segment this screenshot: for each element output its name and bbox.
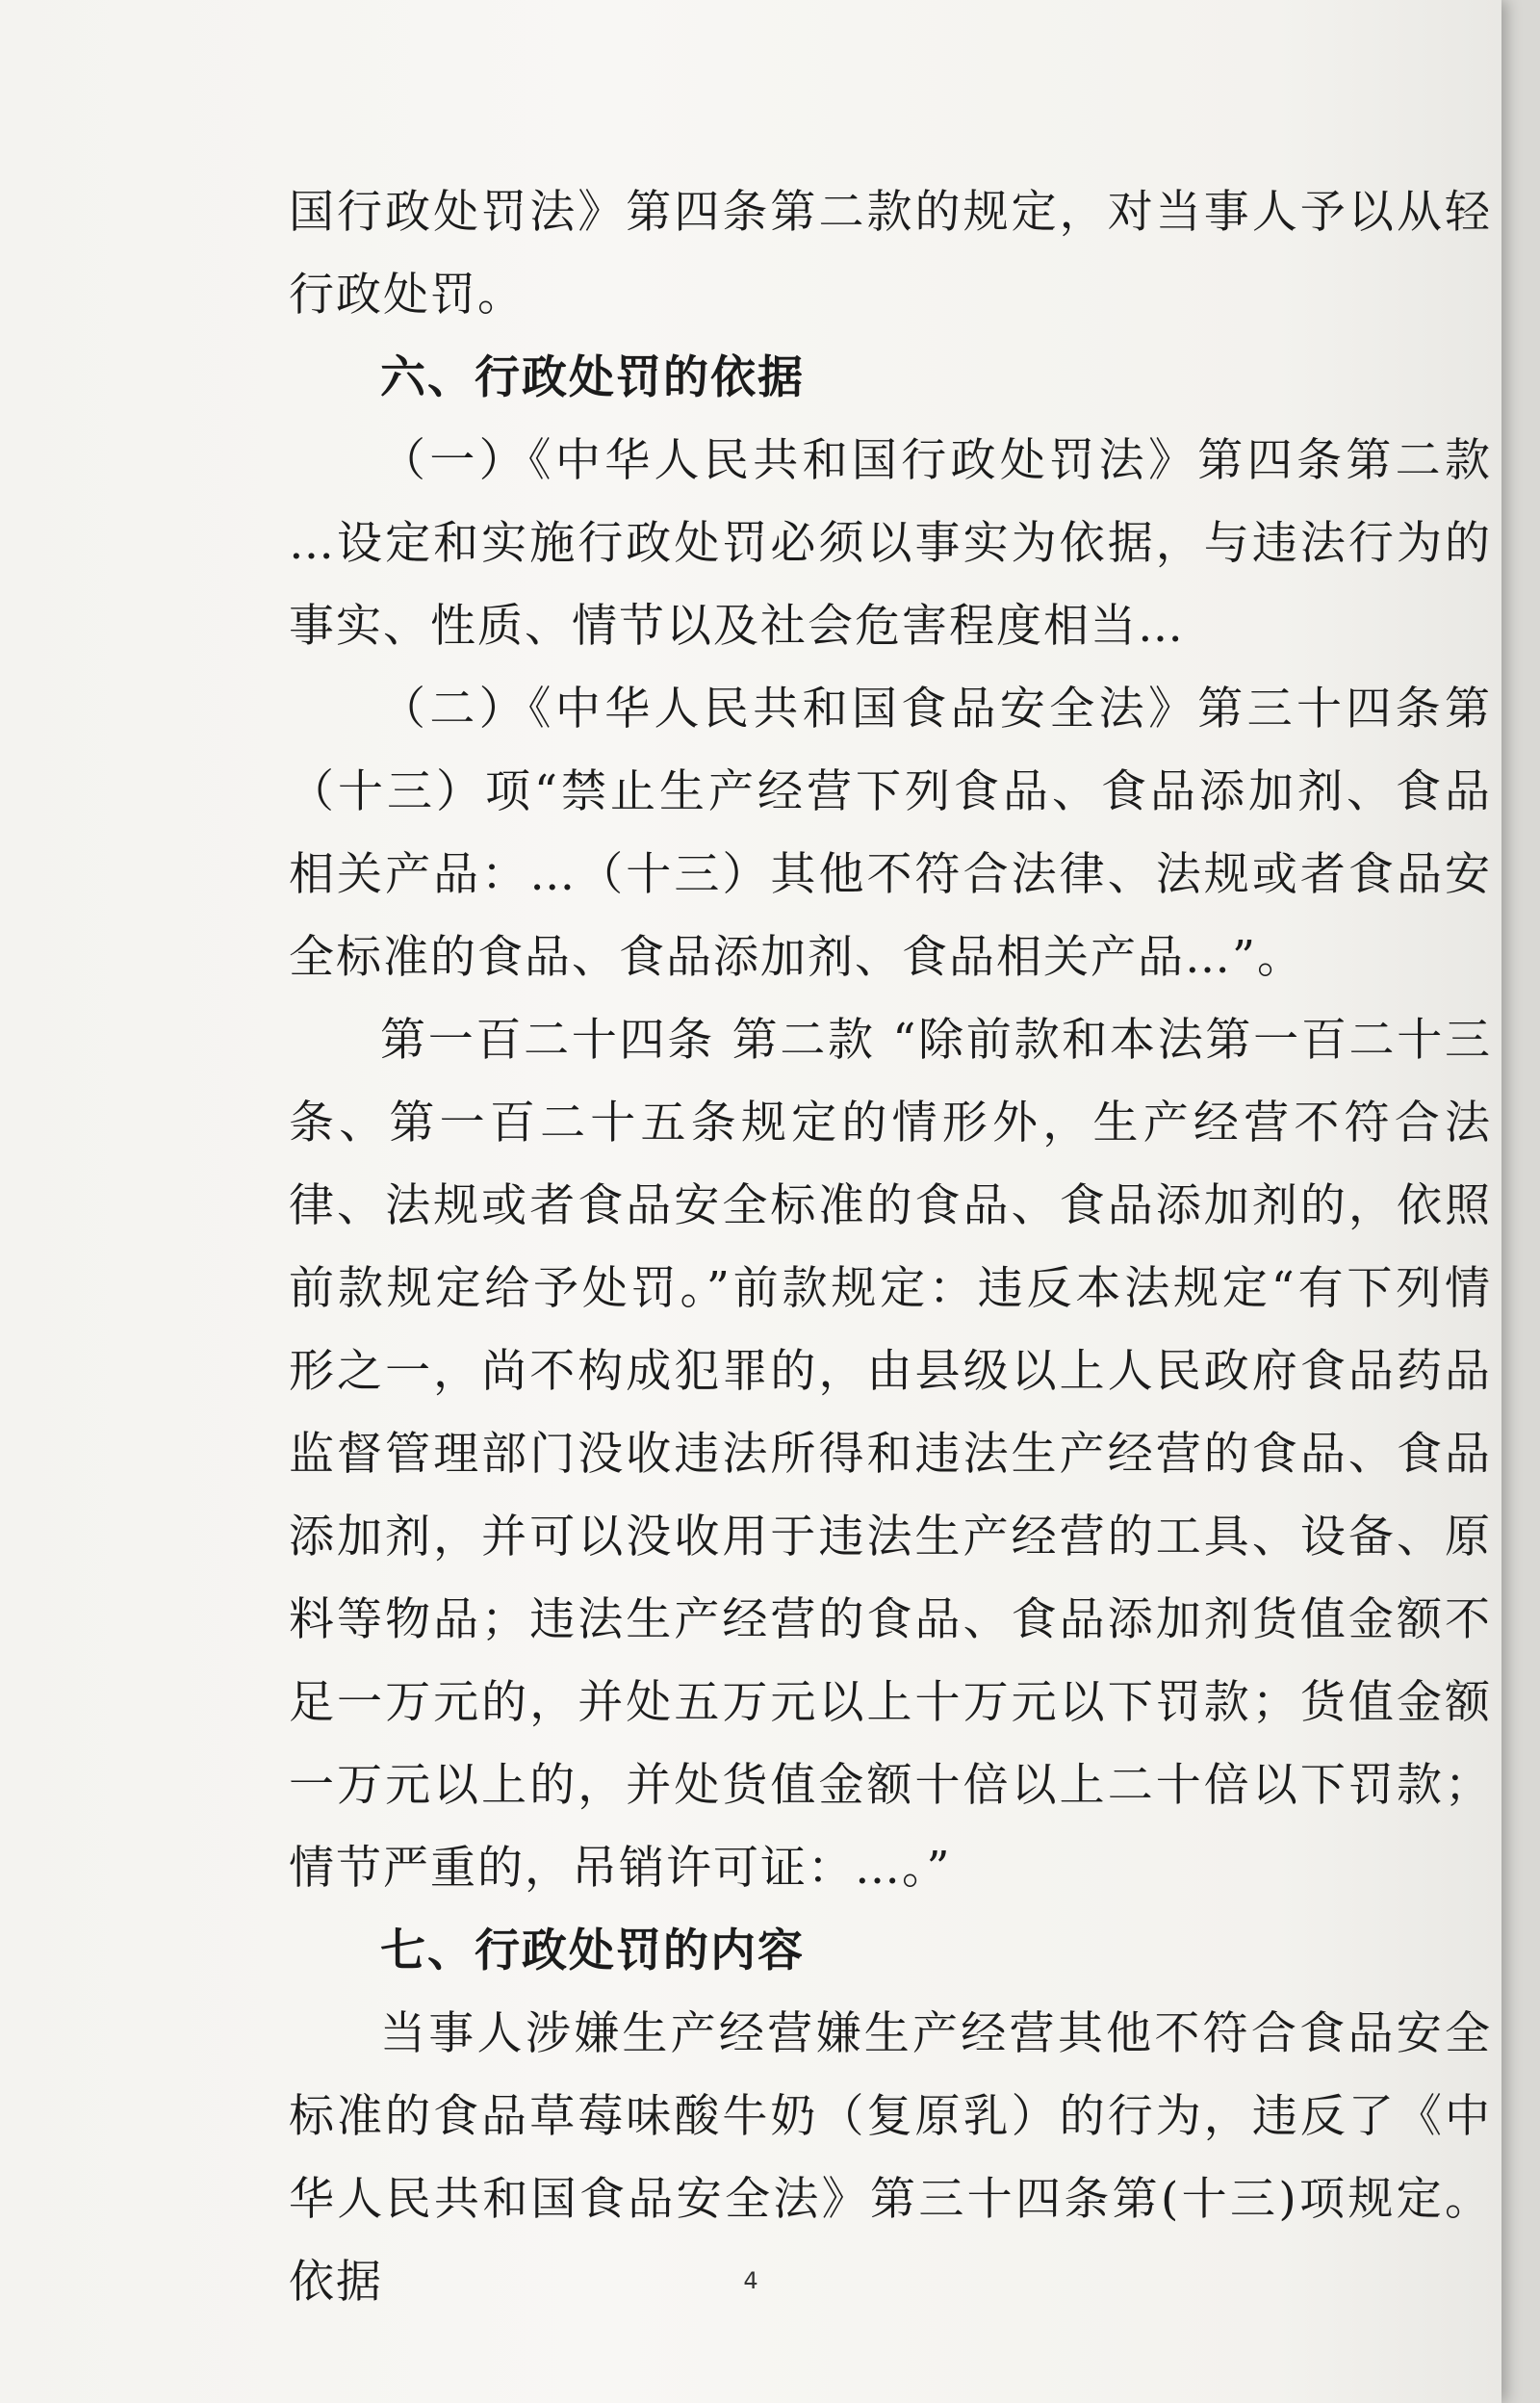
- document-body: [289, 171, 1492, 2324]
- section-heading-7: 七、行政处罚的内容: [380, 1925, 805, 1977]
- paragraph-basis-2: （二）《中华人民共和国食品安全法》第三十四条第（十三）项“禁止生产经营下列食品、食品添加剂、食品相关产品：…（十三）其他不符合法律、法规或者食品安全标准的食品、食品添加剂、食品相关产品…”。: [289, 683, 1492, 984]
- paragraph-article-124: 第一百二十四条 第二款 “除前款和本法第一百二十三条、第一百二十五条规定的情形外，生产经营不符合法律、法规或者食品安全标准的食品、食品添加剂的，依照前款规定给予处罚。”前款规定：违反本法规定“有下列情形之一，尚不构成犯罪的，由县级以上人民政府食品药品监督管理部门没收违法所得和违法生产经营的食品、食品添加剂，并可以没收用于违法生产经营的工具、设备、原料等物品；违法生产经营的食品、食品添加剂货值金额不足一万元的，并处五万元以上十万元以下罚款；货值金额一万元以上的，并处货值金额十倍以上二十倍以下罚款；情节严重的，吊销许可证：…。”: [289, 1014, 1492, 1895]
- paragraph-basis-1: （一）《中华人民共和国行政处罚法》第四条第二款 …设定和实施行政处罚必须以事实为依据，与违法行为的事实、性质、情节以及社会危害程度相当…: [289, 434, 1492, 653]
- section-heading-6: 六、行政处罚的依据: [380, 351, 805, 404]
- paragraph-penalty-content: 当事人涉嫌生产经营嫌生产经营其他不符合食品安全标准的食品草莓味酸牛奶（复原乳）的行为，违反了《中华人民共和国食品安全法》第三十四条第(十三)项规定。依据: [289, 2007, 1492, 2309]
- page-number: 4: [743, 2267, 758, 2294]
- paragraph-continuation: 国行政处罚法》第四条第二款的规定，对当事人予以从轻行政处罚。: [289, 186, 1492, 322]
